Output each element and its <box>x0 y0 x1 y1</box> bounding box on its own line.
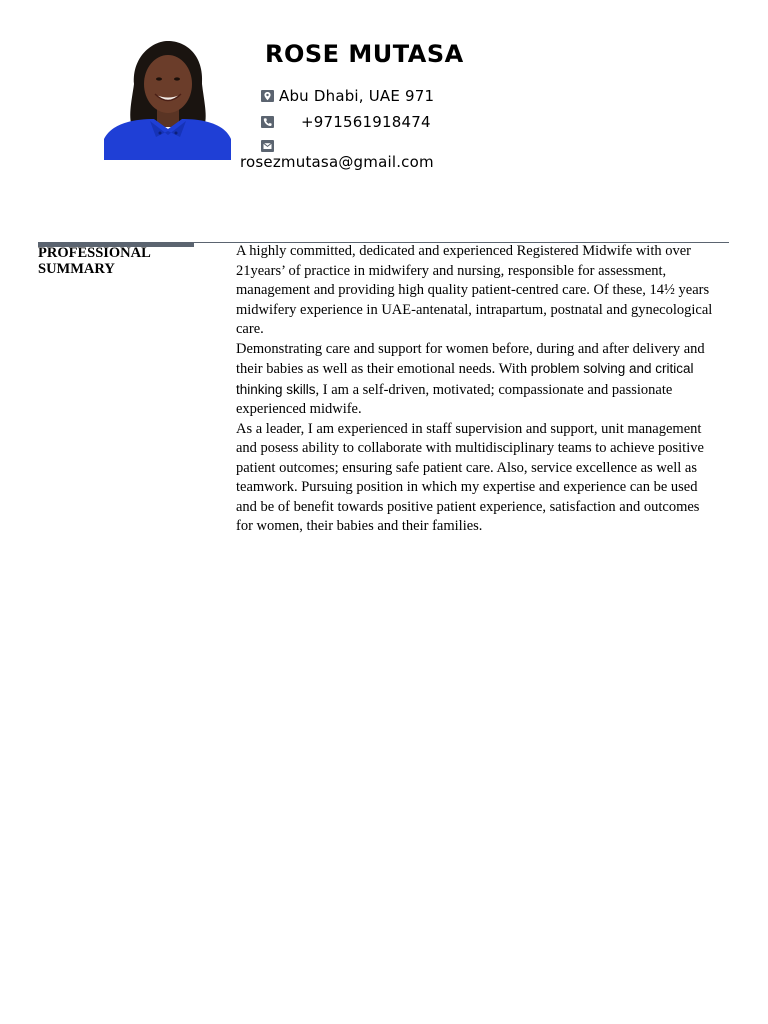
summary-paragraph-3: As a leader, I am experienced in staff supervision and support, unit management and posess ability to collaborate with multidisciplinary teams to achieve positive patient outcomes; ensuring safe patient care. Also, service excellence as well as teamwork. Pursuing position in which my expertise and experience can be used and be of benefit towards positive patient experience, satisfaction and outcomes for women, their babies and their families. <box>236 420 704 534</box>
candidate-name: ROSE MUTASA <box>265 40 464 68</box>
location-text: Abu Dhabi, UAE 971 <box>279 87 435 105</box>
section-title-professional-summary: PROFESSIONAL SUMMARY <box>38 245 150 277</box>
map-pin-icon <box>261 90 274 102</box>
summary-paragraph-1: A highly committed, dedicated and experienced Registered Midwife with over 21years’ of practice in midwifery and nursing, responsible for assessment, management and providing high quality patient-centred care. Of these, 14½ years midwifery experience in UAE-antenatal, intrapartum, postnatal and gynecological care. <box>236 243 713 337</box>
summary-skills-emphasis: problem solving and critical thinking skills <box>236 361 694 397</box>
professional-summary <box>236 242 716 537</box>
profile-photo <box>104 39 231 160</box>
profile-photo-illustration <box>104 39 231 160</box>
phone-link[interactable]: +971561918474 <box>301 113 431 131</box>
envelope-icon <box>261 140 274 152</box>
summary-paragraph-2-start: Demonstrating care and support for women before, during and after delivery and their babies as well as their emotional needs. With <box>236 340 705 377</box>
email-link[interactable]: rosezmutasa@gmail.com <box>240 153 434 171</box>
phone-icon <box>261 116 274 128</box>
summary-paragraph-2 <box>236 340 716 420</box>
summary-paragraph-2-end: , I am a self-driven, motivated; compassionate and passionate experienced midwife. <box>236 381 673 417</box>
